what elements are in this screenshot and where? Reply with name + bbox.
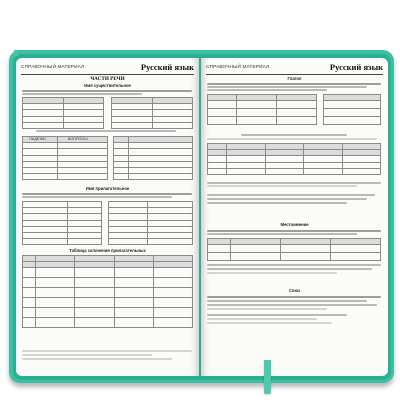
text-line [22, 358, 172, 360]
text-line [207, 198, 367, 200]
declension-table [113, 136, 193, 180]
left-page-header [21, 62, 194, 75]
noun-types-table [22, 97, 104, 129]
ribbon-top [14, 50, 18, 56]
left-page [16, 58, 199, 376]
text-line [22, 354, 152, 356]
text-line [207, 308, 327, 310]
verb-mood-table [207, 94, 317, 125]
text-line [207, 182, 381, 184]
adjective-table-title: Таблица склонения прилагательных [69, 248, 146, 253]
adjective-types-table [22, 201, 102, 245]
pronoun-title: Местоимение [280, 222, 309, 227]
text-line [207, 318, 317, 320]
text-line [207, 230, 381, 232]
text-line [207, 194, 375, 196]
text-line [207, 202, 347, 204]
ribbon-bookmark [264, 360, 271, 394]
parts-of-speech-title: ЧАСТИ РЕЧИ [90, 76, 125, 82]
cases-table [22, 136, 108, 180]
text-line [207, 86, 367, 88]
text-line [207, 296, 381, 298]
text-line [207, 264, 381, 266]
union-title: Союз [288, 288, 301, 293]
text-line [207, 268, 372, 270]
text-line [207, 300, 367, 302]
left-header-label: СПРАВОЧНЫЙ МАТЕРИАЛ [21, 65, 85, 70]
noun-number-table [111, 97, 193, 129]
text-line [207, 322, 332, 324]
adjective-degrees-table [108, 201, 193, 245]
text-line [22, 93, 142, 95]
verb-title: Глагол [287, 76, 302, 81]
text-line [22, 196, 172, 198]
text-line [22, 90, 192, 92]
text-line [22, 193, 192, 195]
adjective-title: Имя прилагательное [85, 186, 130, 191]
text-line [207, 138, 377, 140]
right-page [201, 58, 388, 376]
text-line [207, 304, 377, 306]
text-line [207, 233, 357, 235]
text-line [36, 130, 176, 132]
right-header-label: СПРАВОЧНЫЙ МАТЕРИАЛ [206, 65, 270, 70]
questions-header: ВОПРОСЫ [68, 137, 88, 141]
pronoun-table [207, 238, 381, 261]
text-line [241, 134, 347, 136]
right-header-subject: Русский язык [329, 62, 383, 72]
verb-form-table [323, 94, 381, 125]
adjective-declension-table [22, 255, 193, 328]
text-line [22, 350, 192, 352]
text-line [207, 272, 337, 274]
text-line [207, 314, 347, 316]
text-line [207, 83, 381, 85]
noun-title: Имя существительное [84, 83, 131, 88]
text-line [207, 185, 357, 187]
cases-header: ПАДЕЖИ [29, 137, 46, 141]
verb-conjugation-table [207, 143, 381, 175]
text-line [207, 89, 327, 91]
right-page-header [206, 62, 383, 75]
left-header-subject: Русский язык [140, 62, 194, 72]
